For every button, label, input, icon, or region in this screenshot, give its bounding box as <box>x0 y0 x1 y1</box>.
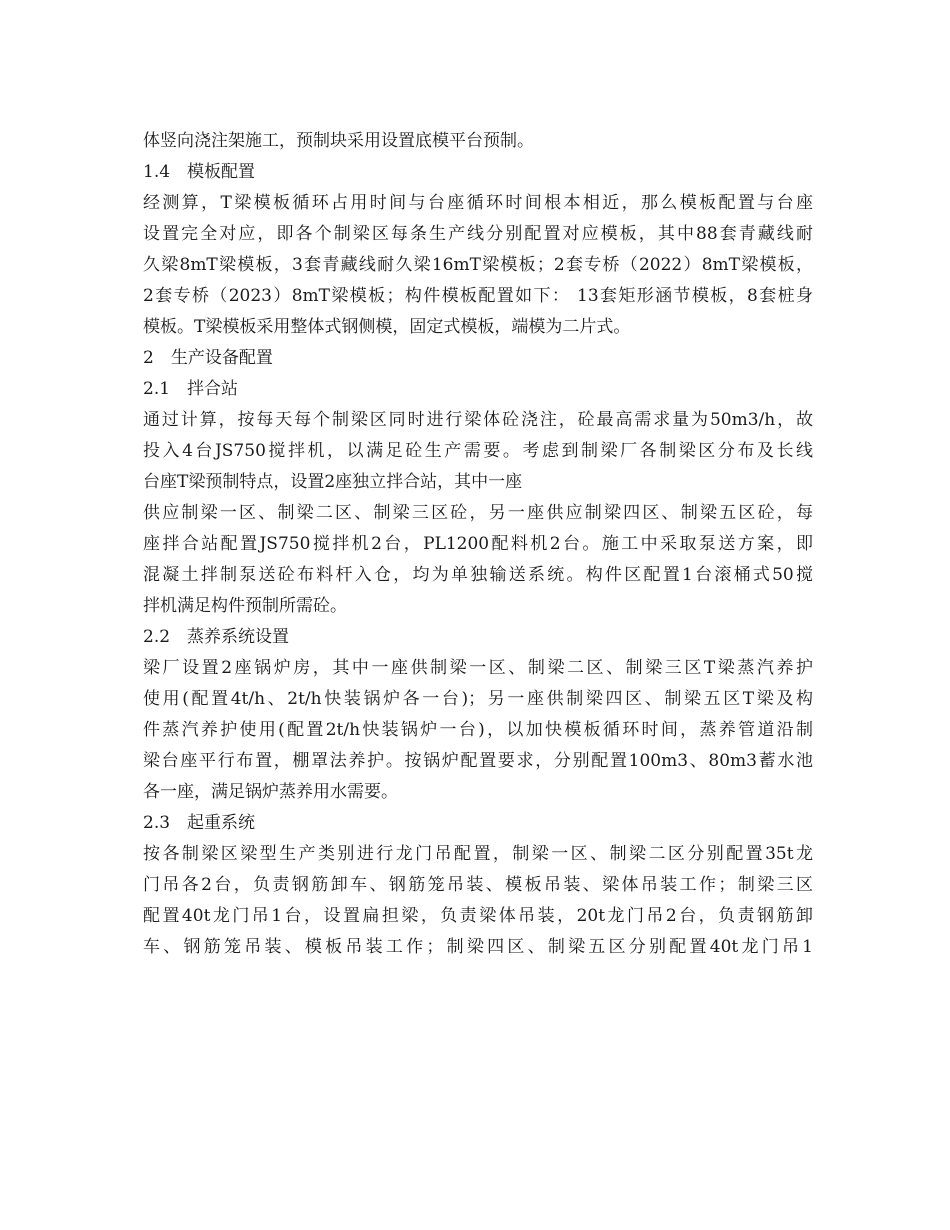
section-heading: 2 生产设备配置 <box>143 348 273 368</box>
text-line: 门吊各2台，负责钢筋卸车、钢筋笼吊装、模板吊装、梁体吊装工作；制梁三区 <box>143 875 813 895</box>
text-line: 拌机满足构件预制所需砼。 <box>143 596 347 616</box>
section-heading: 2.3 起重系统 <box>143 813 256 833</box>
text-line: 通过计算，按每天每个制梁区同时进行梁体砼浇注，砼最高需求量为50m3/h，故 <box>143 410 813 430</box>
section-heading: 1.4 模板配置 <box>143 162 256 182</box>
section-heading: 2.1 拌合站 <box>143 379 239 399</box>
text-line: 件蒸汽养护使用(配置2t/h快装锅炉一台)，以加快模板循环时间，蒸养管道沿制 <box>143 720 813 740</box>
text-line: 配置40t龙门吊1台，设置扁担梁，负责梁体吊装，20t龙门吊2台，负责钢筋卸 <box>143 906 813 926</box>
text-line: 投入4台JS750搅拌机，以满足砼生产需要。考虑到制梁厂各制梁区分布及长线 <box>143 441 813 461</box>
text-line: 供应制梁一区、制梁二区、制梁三区砼，另一座供应制梁四区、制梁五区砼，每 <box>143 503 813 523</box>
text-line: 各一座，满足锅炉蒸养用水需要。 <box>143 782 398 802</box>
text-line: 座拌合站配置JS750搅拌机2台，PL1200配料机2台。施工中采取泵送方案，即 <box>143 534 813 554</box>
section-heading: 2.2 蒸养系统设置 <box>143 627 290 647</box>
text-line: 设置完全对应，即各个制梁区每条生产线分别配置对应模板，其中88套青藏线耐 <box>143 224 813 244</box>
text-line: 模板。T梁模板采用整体式钢侧模，固定式模板，端模为二片式。 <box>143 317 631 337</box>
text-line: 经测算，T梁模板循环占用时间与台座循环时间根本相近，那么模板配置与台座 <box>143 193 813 213</box>
text-line: 2套专桥（2023）8mT梁模板；构件模板配置如下： 13套矩形涵节模板，8套桩身 <box>143 286 813 306</box>
text-line: 按各制梁区梁型生产类别进行龙门吊配置，制梁一区、制梁二区分别配置35t龙 <box>143 844 813 864</box>
text-line: 车、钢筋笼吊装、模板吊装工作；制梁四区、制梁五区分别配置40t龙门吊1 <box>143 937 813 957</box>
text-line: 梁台座平行布置，棚罩法养护。按锅炉配置要求，分别配置100m3、80m3蓄水池 <box>143 751 813 771</box>
document-body <box>143 126 813 963</box>
text-line: 久梁8mT梁模板，3套青藏线耐久梁16mT梁模板；2套专桥（2022）8mT梁模板， <box>143 255 813 275</box>
text-line: 体竖向浇注架施工，预制块采用设置底模平台预制。 <box>143 131 534 151</box>
text-line: 使用(配置4t/h、2t/h快装锅炉各一台)；另一座供制梁四区、制梁五区T梁及构 <box>143 689 813 709</box>
text-line: 台座T梁预制特点，设置2座独立拌合站，其中一座 <box>143 472 523 492</box>
text-line: 混凝土拌制泵送砼布料杆入仓，均为单独输送系统。构件区配置1台滚桶式50搅 <box>143 565 813 585</box>
text-line: 梁厂设置2座锅炉房，其中一座供制梁一区、制梁二区、制梁三区T梁蒸汽养护 <box>143 658 813 678</box>
